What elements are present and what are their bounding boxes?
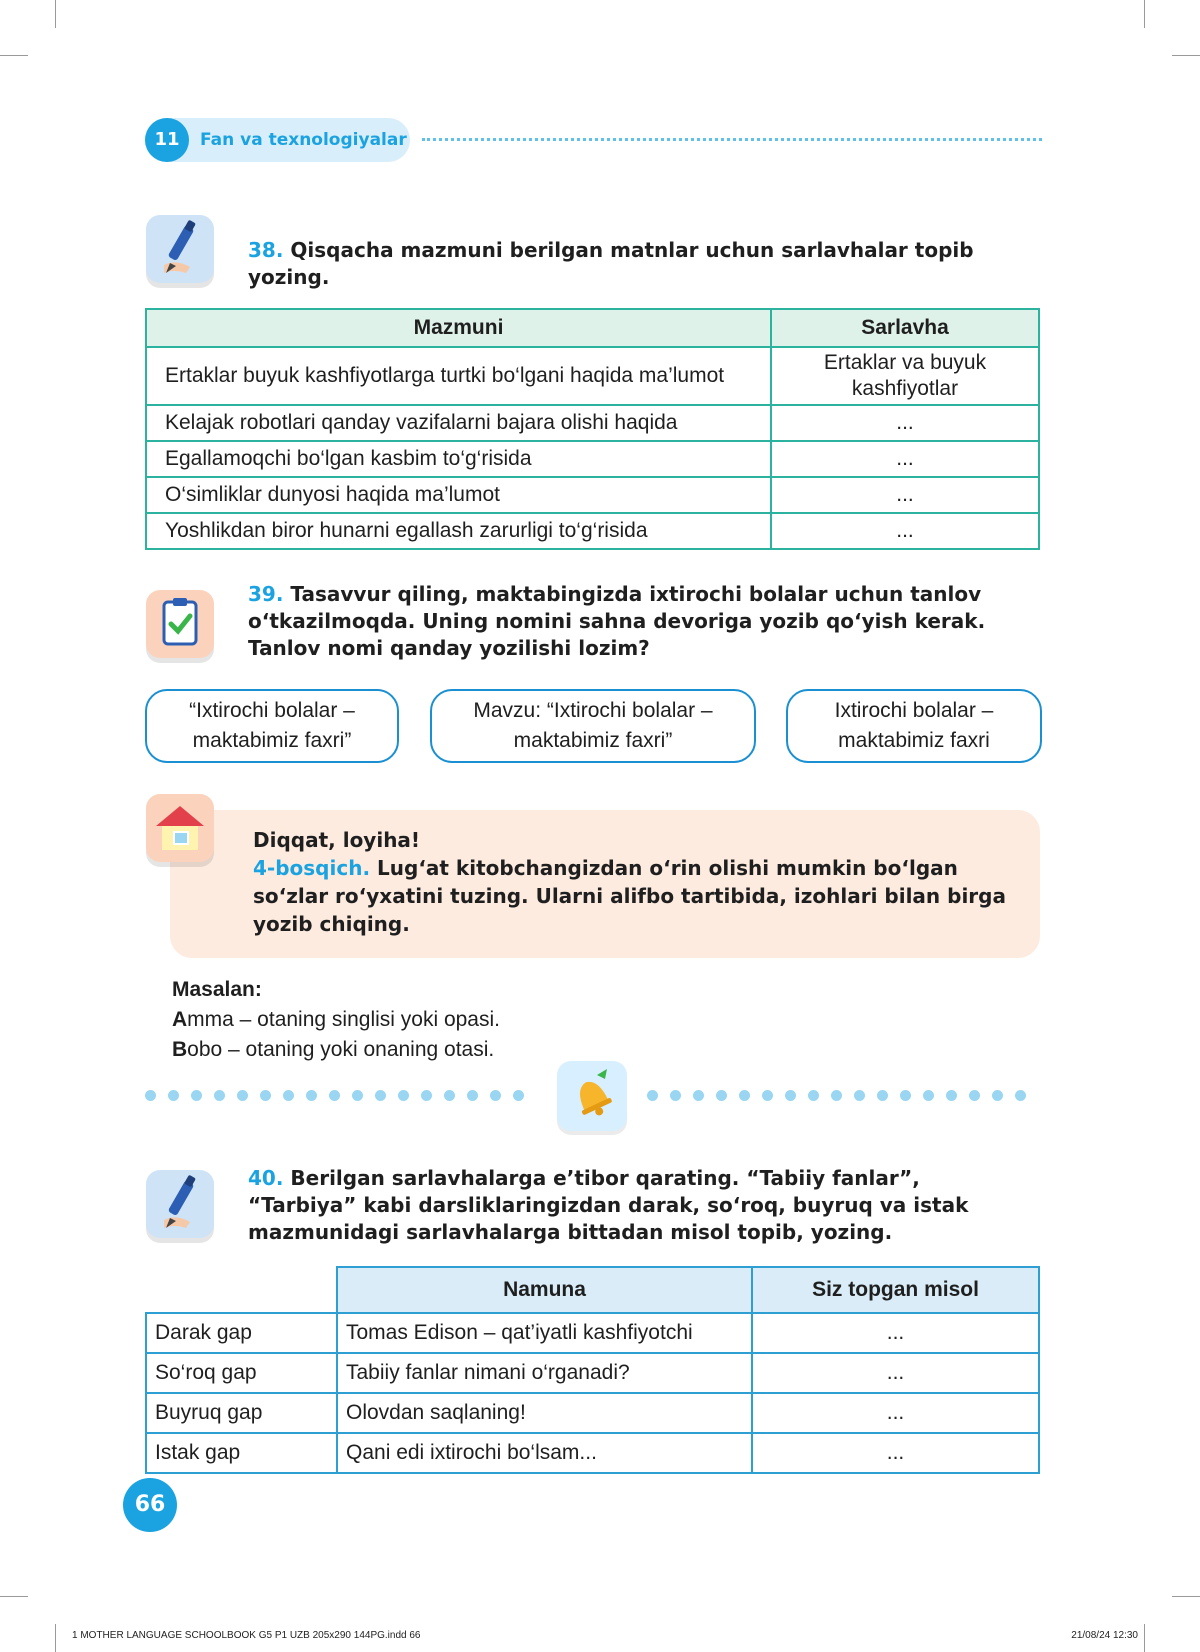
divider-dot [352,1090,363,1101]
table-row [146,441,1039,477]
divider-dot [375,1090,386,1101]
divider-dot [513,1090,524,1101]
table-cell: Egallamoqchi bo‘lgan kasbim to‘g‘risida [146,441,771,477]
answer-option-2[interactable] [430,689,756,763]
house-icon [146,794,214,862]
headings-table [145,308,1040,550]
divider-dots-left [145,1090,524,1106]
crop-mark [55,0,56,28]
divider-dot [647,1090,658,1101]
pen-writing-icon [146,215,214,283]
bell-icon [557,1061,627,1131]
project-note-text [253,826,1013,938]
task-39-prompt [248,581,1028,662]
divider-dot [992,1090,1003,1101]
task-number: 39. [248,582,284,606]
table-cell: ... [771,477,1039,513]
example-rest: mma – otaning singlisi yoki opasi. [187,1008,500,1031]
table-row [146,405,1039,441]
answer-option-1[interactable] [145,689,399,763]
divider-dot [1015,1090,1026,1101]
footer-file-info: 1 MOTHER LANGUAGE SCHOOLBOOK G5 P1 UZB 205x290 144PG.indd 66 [72,1630,421,1641]
table-row [146,477,1039,513]
table-cell: Olovdan saqlaning! [337,1393,752,1433]
divider-dot [145,1090,156,1101]
task-text: Qisqacha mazmuni berilgan matnlar uchun sarlavhalar topib yozing. [248,238,974,289]
table-cell: Yoshlikdan biror hunarni egallash zarurligi to‘g‘risida [146,513,771,549]
divider-dot [808,1090,819,1101]
footer-date: 21/08/24 12:30 [1071,1630,1138,1641]
sentence-types-table [145,1266,1040,1474]
table-row [146,1393,1039,1433]
project-instruction: Lug‘at kitobchangizdan o‘rin olishi mumkin bo‘lgan so‘zlar ro‘yxatini tuzing. Ularni alifbo tartibida, izohlari bilan birga yozib chiqing. [253,856,1006,936]
example-initial: A [172,1008,188,1031]
chapter-title: Fan va texnologiyalar [200,130,407,150]
divider-dot [900,1090,911,1101]
divider-dot [168,1090,179,1101]
example-block [172,975,500,1065]
example-label: Masalan: [172,978,262,1001]
divider-dot [421,1090,432,1101]
task-text: Berilgan sarlavhalarga e’tibor qarating. “Tabiiy fanlar”, “Tarbiya” kabi darsliklaringizdan darak, so‘roq, buyruq va istak mazmunidagi sarlavhalarga bittadan misol topib, yozing. [248,1166,969,1244]
table-row [146,1433,1039,1473]
clipboard-check-icon [146,590,214,658]
table-cell: Tomas Edison – qat’iyatli kashfiyotchi [337,1313,752,1353]
divider-dot [831,1090,842,1101]
task-number: 38. [248,238,284,262]
table-header: Siz topgan misol [752,1267,1039,1313]
divider-dot [854,1090,865,1101]
table-header: Mazmuni [146,309,771,347]
table-header: Namuna [337,1267,752,1313]
project-step: 4-bosqich. [253,856,371,880]
divider-dot [444,1090,455,1101]
crop-mark [0,55,28,56]
divider-dot [283,1090,294,1101]
task-38-prompt [248,237,1048,291]
divider-dot [306,1090,317,1101]
header-dotted-line [422,138,1042,141]
divider-dot [467,1090,478,1101]
divider-dot [739,1090,750,1101]
table-row [146,513,1039,549]
table-cell: Ertaklar va buyuk kashfiyotlar [771,347,1039,405]
table-cell: O‘simliklar dunyosi haqida ma’lumot [146,477,771,513]
option-text: Mavzu: “Ixtirochi bolalar – maktabimiz faxri” [473,699,713,752]
crop-mark [1172,1596,1200,1597]
option-text: “Ixtirochi bolalar – maktabimiz faxri” [189,699,355,752]
example-rest: obo – otaning yoki onaning otasi. [187,1038,495,1061]
table-header-blank [146,1267,337,1313]
crop-mark [55,1624,56,1652]
divider-dot [716,1090,727,1101]
page-number: 66 [123,1478,177,1532]
option-text: Ixtirochi bolalar – maktabimiz faxri [834,699,994,752]
table-cell: ... [752,1313,1039,1353]
task-text: Tasavvur qiling, maktabingizda ixtirochi bolalar uchun tanlov o‘tkazilmoqda. Uning nomini sahna devoriga yozib qo‘yish kerak. Tanlov nomi qanday yozilishi lozim? [248,582,986,660]
divider-dot [398,1090,409,1101]
table-cell: Kelajak robotlari qanday vazifalarni bajara olishi haqida [146,405,771,441]
table-cell: Tabiiy fanlar nimani o‘rganadi? [337,1353,752,1393]
divider-dot [329,1090,340,1101]
divider-dot [237,1090,248,1101]
task-number: 40. [248,1166,284,1190]
table-cell: Buyruq gap [146,1393,337,1433]
task-40-prompt [248,1165,1028,1246]
table-cell: So‘roq gap [146,1353,337,1393]
chapter-number: 11 [145,118,189,162]
divider-dot [762,1090,773,1101]
crop-mark [1172,55,1200,56]
table-cell: Darak gap [146,1313,337,1353]
table-header: Sarlavha [771,309,1039,347]
table-cell: ... [752,1353,1039,1393]
example-item [172,1035,500,1065]
table-row [146,1353,1039,1393]
divider-dot [670,1090,681,1101]
crop-mark [1144,0,1145,28]
divider-dot [191,1090,202,1101]
divider-dot [969,1090,980,1101]
divider-dot [877,1090,888,1101]
table-cell: ... [752,1393,1039,1433]
table-cell: ... [752,1433,1039,1473]
table-row [146,347,1039,405]
answer-option-3[interactable] [786,689,1042,763]
project-body [253,854,1013,938]
divider-dot [490,1090,501,1101]
example-item [172,1005,500,1035]
divider-dot [785,1090,796,1101]
project-title: Diqqat, loyiha! [253,828,421,852]
divider-dot [693,1090,704,1101]
table-cell: Ertaklar buyuk kashfiyotlarga turtki bo‘lgani haqida ma’lumot [146,347,771,405]
table-row [146,1313,1039,1353]
pen-writing-icon [146,1170,214,1238]
divider-dot [946,1090,957,1101]
divider-dot [260,1090,271,1101]
table-cell: Istak gap [146,1433,337,1473]
divider-dot [214,1090,225,1101]
crop-mark [0,1596,28,1597]
table-cell: ... [771,405,1039,441]
divider-dot [923,1090,934,1101]
example-initial: B [172,1038,188,1061]
table-cell: ... [771,513,1039,549]
table-cell: Qani edi ixtirochi bo‘lsam... [337,1433,752,1473]
divider-dots-right [647,1090,1026,1106]
crop-mark [1144,1624,1145,1652]
table-cell: ... [771,441,1039,477]
